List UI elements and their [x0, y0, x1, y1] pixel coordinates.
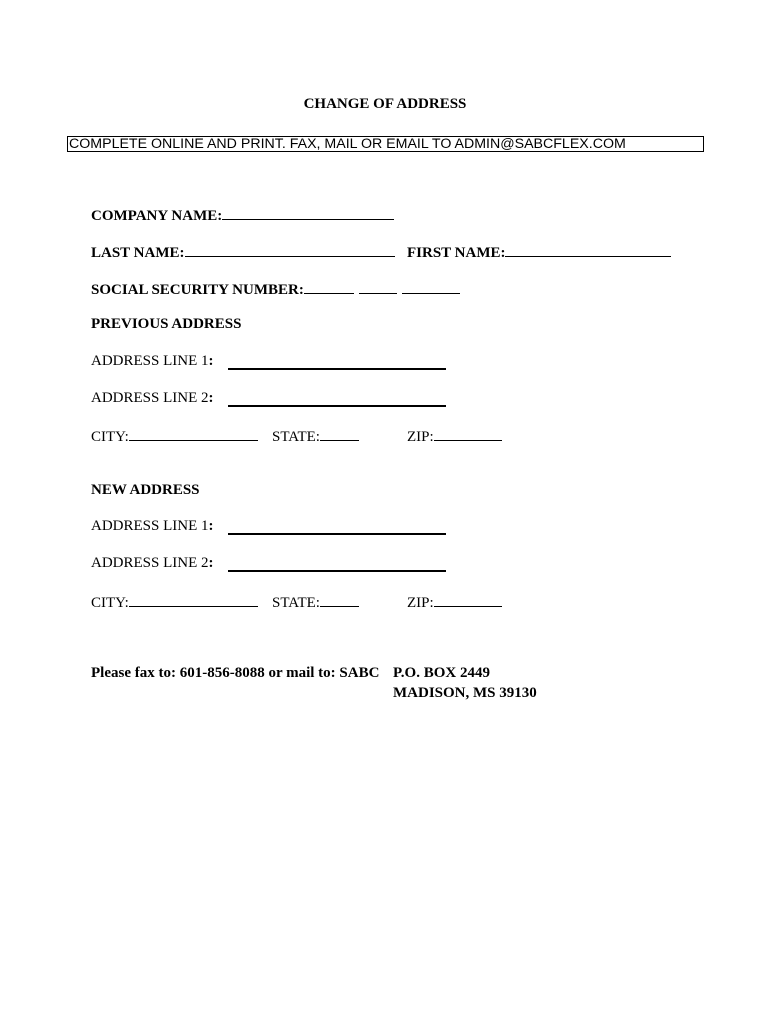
- previous-address-line1-row: [91, 352, 214, 370]
- previous-state-row: [272, 426, 359, 446]
- new-address-line1-row: [91, 517, 214, 535]
- new-address-line2-row: [91, 554, 214, 572]
- new-address-heading: NEW ADDRESS: [91, 482, 200, 498]
- new-address-line2-colon: :: [208, 555, 214, 571]
- last-name-label: LAST NAME:: [91, 245, 185, 261]
- previous-zip-row: [407, 426, 502, 446]
- new-city-label: CITY:: [91, 595, 129, 611]
- first-name-field[interactable]: [505, 242, 671, 257]
- mail-address-line1: P.O. BOX 2449: [393, 665, 490, 681]
- ssn-row: [91, 279, 460, 299]
- instruction-banner: COMPLETE ONLINE AND PRINT. FAX, MAIL OR EMAIL TO ADMIN@SABCFLEX.COM: [67, 136, 704, 152]
- previous-city-label: CITY:: [91, 429, 129, 445]
- previous-address-line2-label: ADDRESS LINE 2: [91, 390, 209, 406]
- previous-zip-field[interactable]: [434, 426, 502, 441]
- previous-address-line1-field[interactable]: [228, 354, 446, 370]
- previous-zip-label: ZIP:: [407, 429, 434, 445]
- new-address-line1-label: ADDRESS LINE 1: [91, 518, 209, 534]
- new-zip-row: [407, 592, 502, 612]
- new-state-label: STATE:: [272, 595, 320, 611]
- previous-state-label: STATE:: [272, 429, 320, 445]
- previous-address-line1-colon: :: [208, 353, 214, 369]
- previous-address-line1-label: ADDRESS LINE 1: [91, 353, 209, 369]
- new-state-field[interactable]: [320, 592, 359, 607]
- new-address-line2-label: ADDRESS LINE 2: [91, 555, 209, 571]
- new-zip-field[interactable]: [434, 592, 502, 607]
- previous-city-field[interactable]: [129, 426, 258, 441]
- ssn-label: SOCIAL SECURITY NUMBER:: [91, 282, 304, 298]
- company-name-label: COMPANY NAME:: [91, 208, 223, 224]
- last-name-row: [91, 242, 395, 262]
- new-address-line2-field[interactable]: [228, 556, 446, 572]
- new-zip-label: ZIP:: [407, 595, 434, 611]
- new-city-row: [91, 592, 258, 612]
- last-name-field[interactable]: [185, 242, 395, 257]
- page-title: CHANGE OF ADDRESS: [303, 96, 467, 112]
- ssn-part1-field[interactable]: [304, 279, 354, 294]
- new-address-line1-colon: :: [208, 518, 214, 534]
- previous-address-heading: PREVIOUS ADDRESS: [91, 316, 242, 332]
- first-name-row: [407, 242, 671, 262]
- company-name-row: [91, 205, 394, 225]
- previous-address-line2-colon: :: [208, 390, 214, 406]
- first-name-label: FIRST NAME:: [407, 245, 506, 261]
- previous-address-line2-field[interactable]: [228, 391, 446, 407]
- previous-state-field[interactable]: [320, 426, 359, 441]
- new-address-line1-field[interactable]: [228, 519, 446, 535]
- fax-mail-instruction: Please fax to: 601-856-8088 or mail to: SABC: [91, 665, 380, 681]
- ssn-part2-field[interactable]: [359, 279, 397, 294]
- previous-city-row: [91, 426, 258, 446]
- ssn-part3-field[interactable]: [402, 279, 460, 294]
- previous-address-line2-row: [91, 389, 214, 407]
- new-city-field[interactable]: [129, 592, 258, 607]
- new-state-row: [272, 592, 359, 612]
- mail-address-line2: MADISON, MS 39130: [393, 685, 537, 701]
- company-name-field[interactable]: [222, 205, 394, 220]
